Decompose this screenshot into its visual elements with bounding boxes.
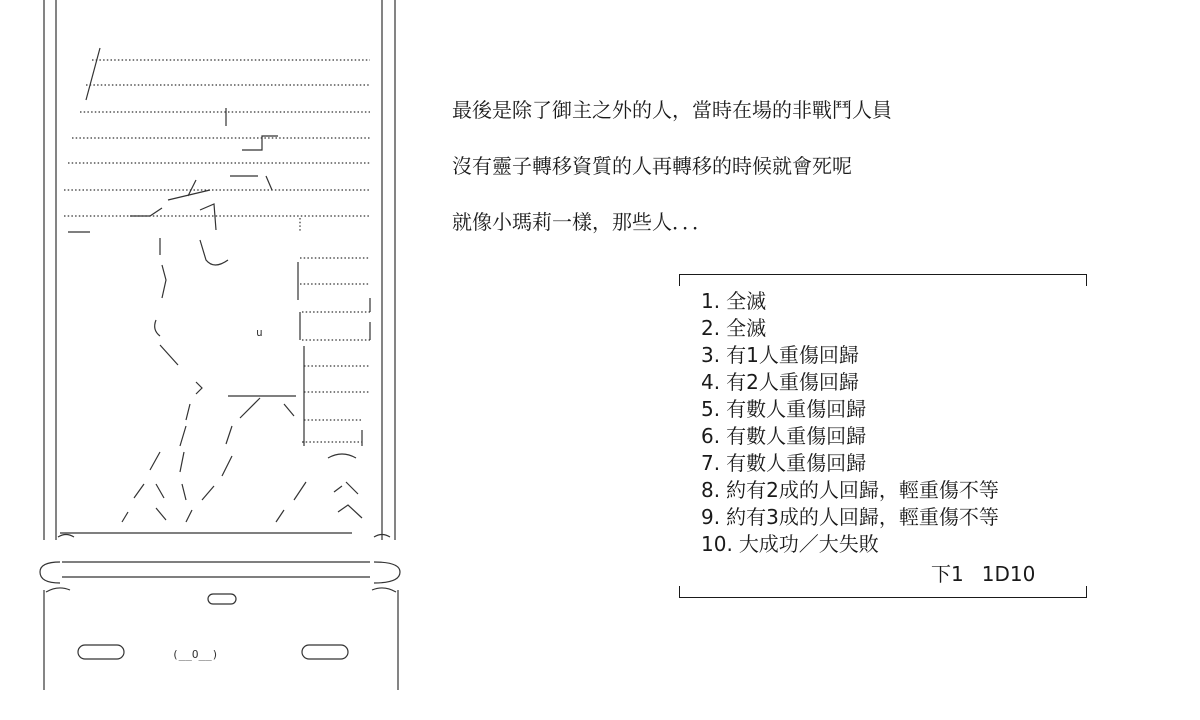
dice-roll-instruction [931,561,1035,587]
roll-dice: 1D10 [981,562,1036,586]
base-cap-left [40,562,60,583]
outcome-number: 7. [701,451,721,475]
outcome-text: 有1人重傷回歸 [726,343,859,367]
outcome-text: 有數人重傷回歸 [726,424,867,448]
outcome-text: 有數人重傷回歸 [726,451,867,475]
art-mouth: u [256,326,263,339]
outcome-text: 全滅 [726,316,767,340]
outcome-list [701,288,999,558]
table-bracket-bottom [679,586,1087,598]
outcome-number: 10. [701,532,733,556]
outcome-text: 全滅 [726,289,767,313]
outcome-item [701,288,999,315]
outcome-item [701,396,999,423]
outcome-text: 有2人重傷回歸 [726,370,859,394]
outcome-number: 3. [701,343,721,367]
base-band [62,562,370,577]
outcome-number: 5. [701,397,721,421]
outcome-item [701,315,999,342]
outcome-item [701,477,999,504]
base-cap-right [374,562,400,583]
dice-outcome-table [679,274,1087,598]
table-bracket-top [679,274,1087,286]
narration-line-2: 沒有靈子轉移資質的人再轉移的時候就會死呢 [452,154,852,178]
outcome-item [701,531,999,558]
outcome-number: 4. [701,370,721,394]
base-button-right [302,645,348,659]
base-slot [208,594,236,604]
outcome-text: 約有3成的人回歸，輕重傷不等 [726,505,999,529]
narration [452,96,1172,236]
outcome-item [701,504,999,531]
outcome-item [701,423,999,450]
base-button-left [78,645,124,659]
ascii-art-drawing [0,0,420,720]
outcome-text: 約有2成的人回歸，輕重傷不等 [726,478,999,502]
outcome-number: 9. [701,505,721,529]
outcome-item [701,450,999,477]
outcome-number: 2. [701,316,721,340]
ascii-art-figure [0,0,420,720]
art-center-dial: (__O__) [172,648,219,661]
outcome-item [701,369,999,396]
outcome-number: 8. [701,478,721,502]
outcome-text: 有數人重傷回歸 [726,397,867,421]
outcome-text: 大成功／大失敗 [738,532,879,556]
narration-line-3: 就像小瑪莉一樣，那些人．．． [452,210,712,234]
outcome-number: 1. [701,289,721,313]
outcome-item [701,342,999,369]
roll-position: 下1 [931,562,964,586]
hatched-shading [64,60,370,216]
narration-line-1: 最後是除了御主之外的人，當時在場的非戰鬥人員 [452,98,892,122]
outcome-number: 6. [701,424,721,448]
